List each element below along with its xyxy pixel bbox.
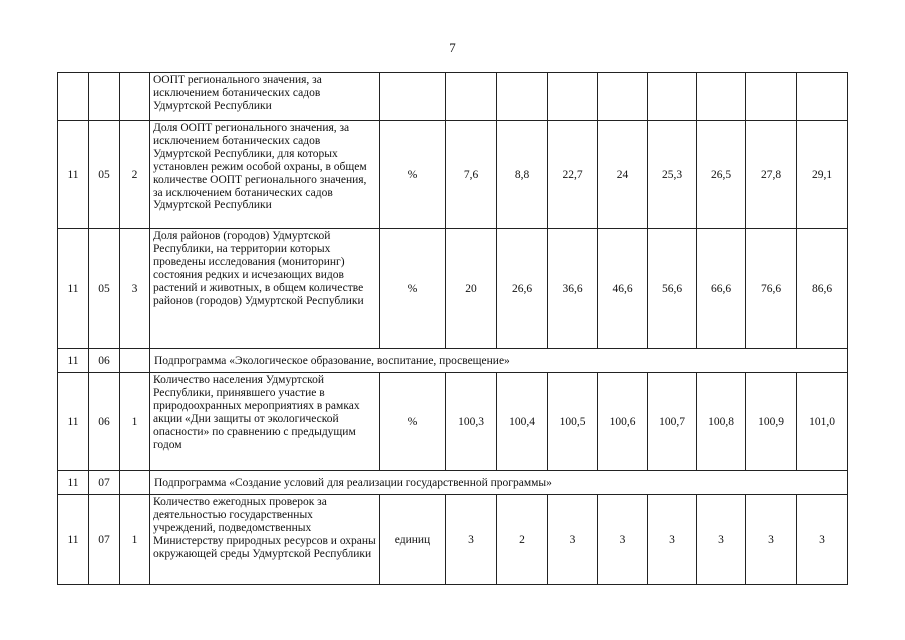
value-cell: 66,6 xyxy=(697,229,746,349)
value-cell xyxy=(598,73,648,121)
value-cell: 100,8 xyxy=(697,373,746,471)
value-cell xyxy=(746,73,797,121)
code-program-cell: 11 xyxy=(58,373,89,471)
value-cell: 86,6 xyxy=(797,229,848,349)
value-cell xyxy=(697,73,746,121)
value-cell: 100,4 xyxy=(497,373,548,471)
value-cell: 101,0 xyxy=(797,373,848,471)
code-indicator-cell: 2 xyxy=(120,121,150,229)
value-cell: 56,6 xyxy=(648,229,697,349)
indicator-row xyxy=(58,73,848,121)
value-cell: 3 xyxy=(446,495,497,585)
page-number: 7 xyxy=(449,40,456,55)
value-cell: 27,8 xyxy=(746,121,797,229)
value-cell: 100,7 xyxy=(648,373,697,471)
indicator-name-cell: Количество ежегодных проверок за деятельностью государственных учреждений, подведомственных Министерству природных ресурсов и охраны окружающей среды Удмуртской Республики xyxy=(150,495,380,585)
unit-cell: % xyxy=(380,121,446,229)
value-cell xyxy=(446,73,497,121)
value-cell: 20 xyxy=(446,229,497,349)
code-program-cell: 11 xyxy=(58,229,89,349)
value-cell: 26,5 xyxy=(697,121,746,229)
indicator-name-cell: Количество населения Удмуртской Республики, принявшего участие в природоохранных мероприятиях в рамках акции «Дни защиты от экологической опасности» по сравнению с предыдущим годом xyxy=(150,373,380,471)
code-program-cell: 11 xyxy=(58,349,89,373)
subprogram-row xyxy=(58,471,848,495)
unit-cell: % xyxy=(380,229,446,349)
code-subprogram-cell: 07 xyxy=(89,471,120,495)
value-cell: 3 xyxy=(697,495,746,585)
value-cell: 7,6 xyxy=(446,121,497,229)
value-cell: 3 xyxy=(746,495,797,585)
value-cell: 100,9 xyxy=(746,373,797,471)
code-subprogram-cell: 07 xyxy=(89,495,120,585)
unit-cell xyxy=(380,73,446,121)
indicators-table xyxy=(57,72,848,585)
code-subprogram-cell: 06 xyxy=(89,373,120,471)
unit-cell: единиц xyxy=(380,495,446,585)
value-cell xyxy=(797,73,848,121)
indicator-name-cell: ООПТ регионального значения, за исключением ботанических садов Удмуртской Республики xyxy=(150,73,380,121)
value-cell: 36,6 xyxy=(548,229,598,349)
value-cell: 100,5 xyxy=(548,373,598,471)
indicator-row xyxy=(58,495,848,585)
value-cell: 3 xyxy=(548,495,598,585)
code-program-cell: 11 xyxy=(58,471,89,495)
value-cell: 46,6 xyxy=(598,229,648,349)
code-program-cell: 11 xyxy=(58,121,89,229)
code-indicator-cell: 1 xyxy=(120,373,150,471)
value-cell: 2 xyxy=(497,495,548,585)
value-cell: 22,7 xyxy=(548,121,598,229)
indicator-name-cell: Доля районов (городов) Удмуртской Республики, на территории которых проведены исследования (мониторинг) состояния редких и исчезающих видов растений и животных, в общем количестве районов (городов) Удмуртской Республики xyxy=(150,229,380,349)
value-cell: 25,3 xyxy=(648,121,697,229)
indicator-row xyxy=(58,121,848,229)
value-cell: 76,6 xyxy=(746,229,797,349)
subprogram-row xyxy=(58,349,848,373)
value-cell: 3 xyxy=(648,495,697,585)
code-indicator-cell xyxy=(120,73,150,121)
code-indicator-cell: 3 xyxy=(120,229,150,349)
value-cell: 100,3 xyxy=(446,373,497,471)
indicator-name-cell: Доля ООПТ регионального значения, за исключением ботанических садов Удмуртской Республики, для которых установлен режим особой охраны, в общем количестве ООПТ регионального значения, за исключением ботанических садов Удмуртской Республики xyxy=(150,121,380,229)
code-program-cell xyxy=(58,73,89,121)
code-indicator-cell xyxy=(120,471,150,495)
value-cell xyxy=(648,73,697,121)
value-cell: 3 xyxy=(797,495,848,585)
value-cell: 8,8 xyxy=(497,121,548,229)
indicator-row xyxy=(58,373,848,471)
code-subprogram-cell: 05 xyxy=(89,121,120,229)
code-indicator-cell xyxy=(120,349,150,373)
code-subprogram-cell xyxy=(89,73,120,121)
code-subprogram-cell: 06 xyxy=(89,349,120,373)
value-cell: 3 xyxy=(598,495,648,585)
table-body xyxy=(58,73,848,585)
subprogram-title-cell: Подпрограмма «Создание условий для реализации государственной программы» xyxy=(150,471,848,495)
value-cell xyxy=(548,73,598,121)
value-cell: 24 xyxy=(598,121,648,229)
subprogram-title-cell: Подпрограмма «Экологическое образование, воспитание, просвещение» xyxy=(150,349,848,373)
indicator-row xyxy=(58,229,848,349)
unit-cell: % xyxy=(380,373,446,471)
code-indicator-cell: 1 xyxy=(120,495,150,585)
code-subprogram-cell: 05 xyxy=(89,229,120,349)
value-cell xyxy=(497,73,548,121)
value-cell: 29,1 xyxy=(797,121,848,229)
value-cell: 26,6 xyxy=(497,229,548,349)
value-cell: 100,6 xyxy=(598,373,648,471)
code-program-cell: 11 xyxy=(58,495,89,585)
